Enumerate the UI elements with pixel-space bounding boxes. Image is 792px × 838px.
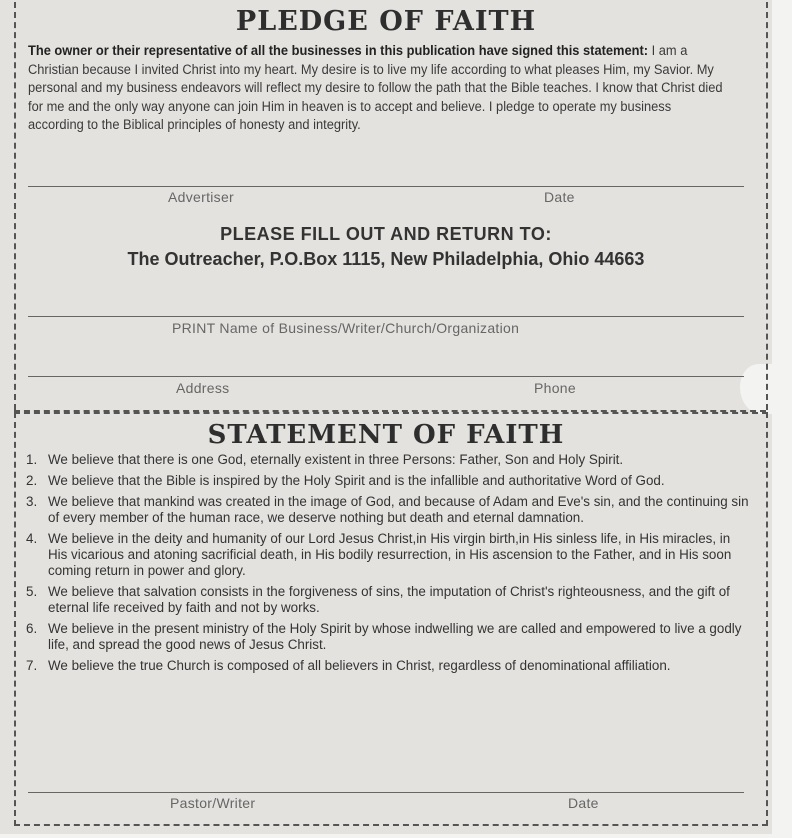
address-label: Address (176, 380, 230, 396)
belief-number: 3. (26, 494, 38, 509)
belief-item (26, 584, 752, 616)
belief-text: We believe in the deity and humanity of our Lord Jesus Christ,in His virgin birth,in His sinless life, in His miracles, in His vicarious and atoning sacrificial death, in His bodily resurrection, in His ascension to the Father, and in His soon coming return in power and glory. (48, 531, 732, 578)
belief-number: 6. (26, 621, 38, 636)
pledge-title: PLEDGE OF FAITH (235, 6, 537, 37)
business-name-line[interactable] (28, 316, 744, 317)
belief-number: 2. (26, 473, 38, 488)
belief-text: We believe that mankind was created in the image of God, and because of Adam and Eve's sin, and the continuing sin of every member of the human race, we deserve nothing but death and eternal damnation. (48, 494, 749, 525)
address-phone-line[interactable] (28, 376, 744, 377)
belief-number: 5. (26, 584, 38, 599)
belief-item (26, 531, 752, 579)
belief-text: We believe that salvation consists in the forgiveness of sins, the imputation of Christ's righteousness, and the gift of eternal life received by faith and not by works. (48, 584, 730, 615)
pastor-signature-line[interactable] (28, 792, 744, 793)
return-address: The Outreacher, P.O.Box 1115, New Philadelphia, Ohio 44663 (127, 249, 645, 269)
pledge-body: I am a Christian because I invited Christ into my heart. My desire is to live my life according to what pleases Him, my Savior. My personal and my business endeavors will reflect my desire to follow the path that the Bible teaches. I know that Christ died for me and the only way anyone can join Him in heaven is to accept and believe. I pledge to operate my business according to the Biblical principles of honesty and integrity. (28, 43, 723, 133)
advertiser-label: Advertiser (168, 189, 235, 205)
advertiser-signature-line[interactable] (28, 186, 744, 187)
belief-item (26, 658, 752, 674)
belief-item (26, 494, 752, 526)
statement-date-label: Date (568, 795, 599, 811)
belief-text: We believe that the Bible is inspired by the Holy Spirit and is the infallible and authoritative Word of God. (48, 473, 665, 488)
belief-list (26, 452, 752, 679)
pledge-lead: The owner or their representative of all the businesses in this publication have signed this statement: (28, 43, 649, 58)
business-name-label: PRINT Name of Business/Writer/Church/Organization (172, 320, 520, 336)
pledge-text (28, 42, 727, 135)
belief-number: 4. (26, 531, 38, 546)
pastor-label: Pastor/Writer (170, 795, 256, 811)
belief-text: We believe in the present ministry of the Holy Spirit by whose indwelling we are called and empowered to live a godly life, and spread the good news of Jesus Christ. (48, 621, 742, 652)
belief-number: 1. (26, 452, 38, 467)
belief-number: 7. (26, 658, 38, 673)
belief-text: We believe that there is one God, eternally existent in three Persons: Father, Son and Holy Spirit. (48, 452, 624, 467)
belief-text: We believe the true Church is composed of all believers in Christ, regardless of denominational affiliation. (48, 658, 671, 673)
pledge-date-label: Date (544, 189, 575, 205)
phone-label: Phone (534, 380, 576, 396)
belief-item (26, 452, 752, 468)
belief-item (26, 621, 752, 653)
belief-item (26, 473, 752, 489)
statement-title: STATEMENT OF FAITH (207, 420, 565, 450)
return-heading: PLEASE FILL OUT AND RETURN TO: (220, 224, 552, 244)
